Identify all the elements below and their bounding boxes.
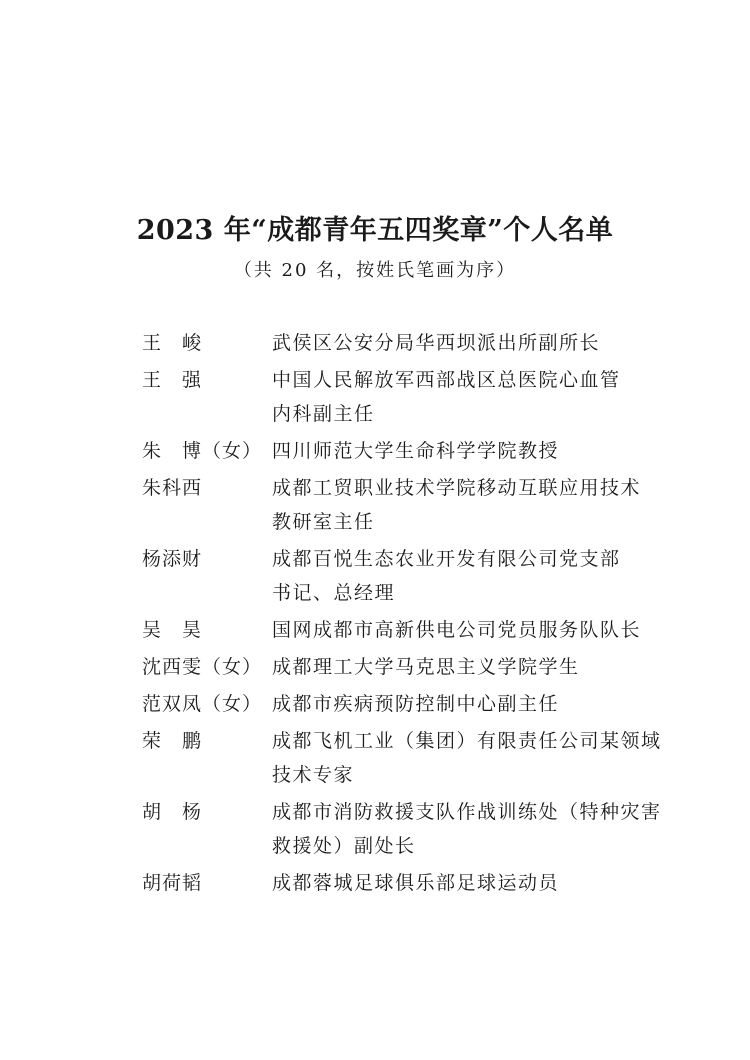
honoree-list <box>0 326 750 903</box>
list-item <box>0 434 750 468</box>
list-item <box>0 724 750 792</box>
honoree-position <box>272 650 660 684</box>
list-item <box>0 866 750 900</box>
position-line: 武侯区公安分局华西坝派出所副所长 <box>272 332 601 354</box>
honoree-name: 王 峻 <box>142 332 203 354</box>
honoree-position <box>272 434 660 468</box>
position-line: 内科副主任 <box>272 403 375 425</box>
position-line: 成都市疾病预防控制中心副主任 <box>272 693 560 715</box>
list-item <box>0 687 750 721</box>
honoree-position <box>272 687 660 721</box>
position-line: 技术专家 <box>272 764 355 786</box>
position-line: 成都蓉城足球俱乐部足球运动员 <box>272 872 560 894</box>
honoree-name: 沈西雯（女） <box>142 656 263 678</box>
honoree-name: 荣 鹏 <box>142 730 203 752</box>
position-line: 成都理工大学马克思主义学院学生 <box>272 656 580 678</box>
document-title: 2023 年“成都青年五四奖章”个人名单 <box>136 215 614 246</box>
position-line: 成都百悦生态农业开发有限公司党支部 <box>272 548 621 570</box>
list-item <box>0 613 750 647</box>
honoree-name: 朱科西 <box>142 477 203 499</box>
honoree-position <box>272 866 660 900</box>
honoree-position <box>272 326 660 360</box>
honoree-position <box>272 542 660 610</box>
list-item <box>0 363 750 431</box>
honoree-position <box>272 724 660 792</box>
honoree-position <box>272 795 660 863</box>
list-item <box>0 471 750 539</box>
document-subtitle: （共 20 名，按姓氏笔画为序） <box>233 260 517 281</box>
position-line: 救援处）副处长 <box>272 835 416 857</box>
honoree-position <box>272 613 660 647</box>
honoree-name: 朱 博（女） <box>142 440 263 462</box>
position-line: 四川师范大学生命科学学院教授 <box>272 440 560 462</box>
list-item <box>0 326 750 360</box>
position-line: 教研室主任 <box>272 511 375 533</box>
honoree-position <box>272 471 660 539</box>
honoree-position <box>272 363 660 431</box>
list-item <box>0 795 750 863</box>
honoree-name: 吴 昊 <box>142 619 203 641</box>
honoree-name: 范双凤（女） <box>142 693 263 715</box>
honoree-name: 胡荷韬 <box>142 872 203 894</box>
list-item <box>0 542 750 610</box>
position-line: 成都市消防救援支队作战训练处（特种灾害 <box>272 801 662 823</box>
honoree-name: 王 强 <box>142 369 203 391</box>
position-line: 成都工贸职业技术学院移动互联应用技术 <box>272 477 642 499</box>
position-line: 成都飞机工业（集团）有限责任公司某领域 <box>272 730 662 752</box>
position-line: 国网成都市高新供电公司党员服务队队长 <box>272 619 642 641</box>
list-item <box>0 650 750 684</box>
honoree-name: 杨添财 <box>142 548 203 570</box>
honoree-name: 胡 杨 <box>142 801 203 823</box>
position-line: 书记、总经理 <box>272 582 396 604</box>
position-line: 中国人民解放军西部战区总医院心血管 <box>272 369 621 391</box>
